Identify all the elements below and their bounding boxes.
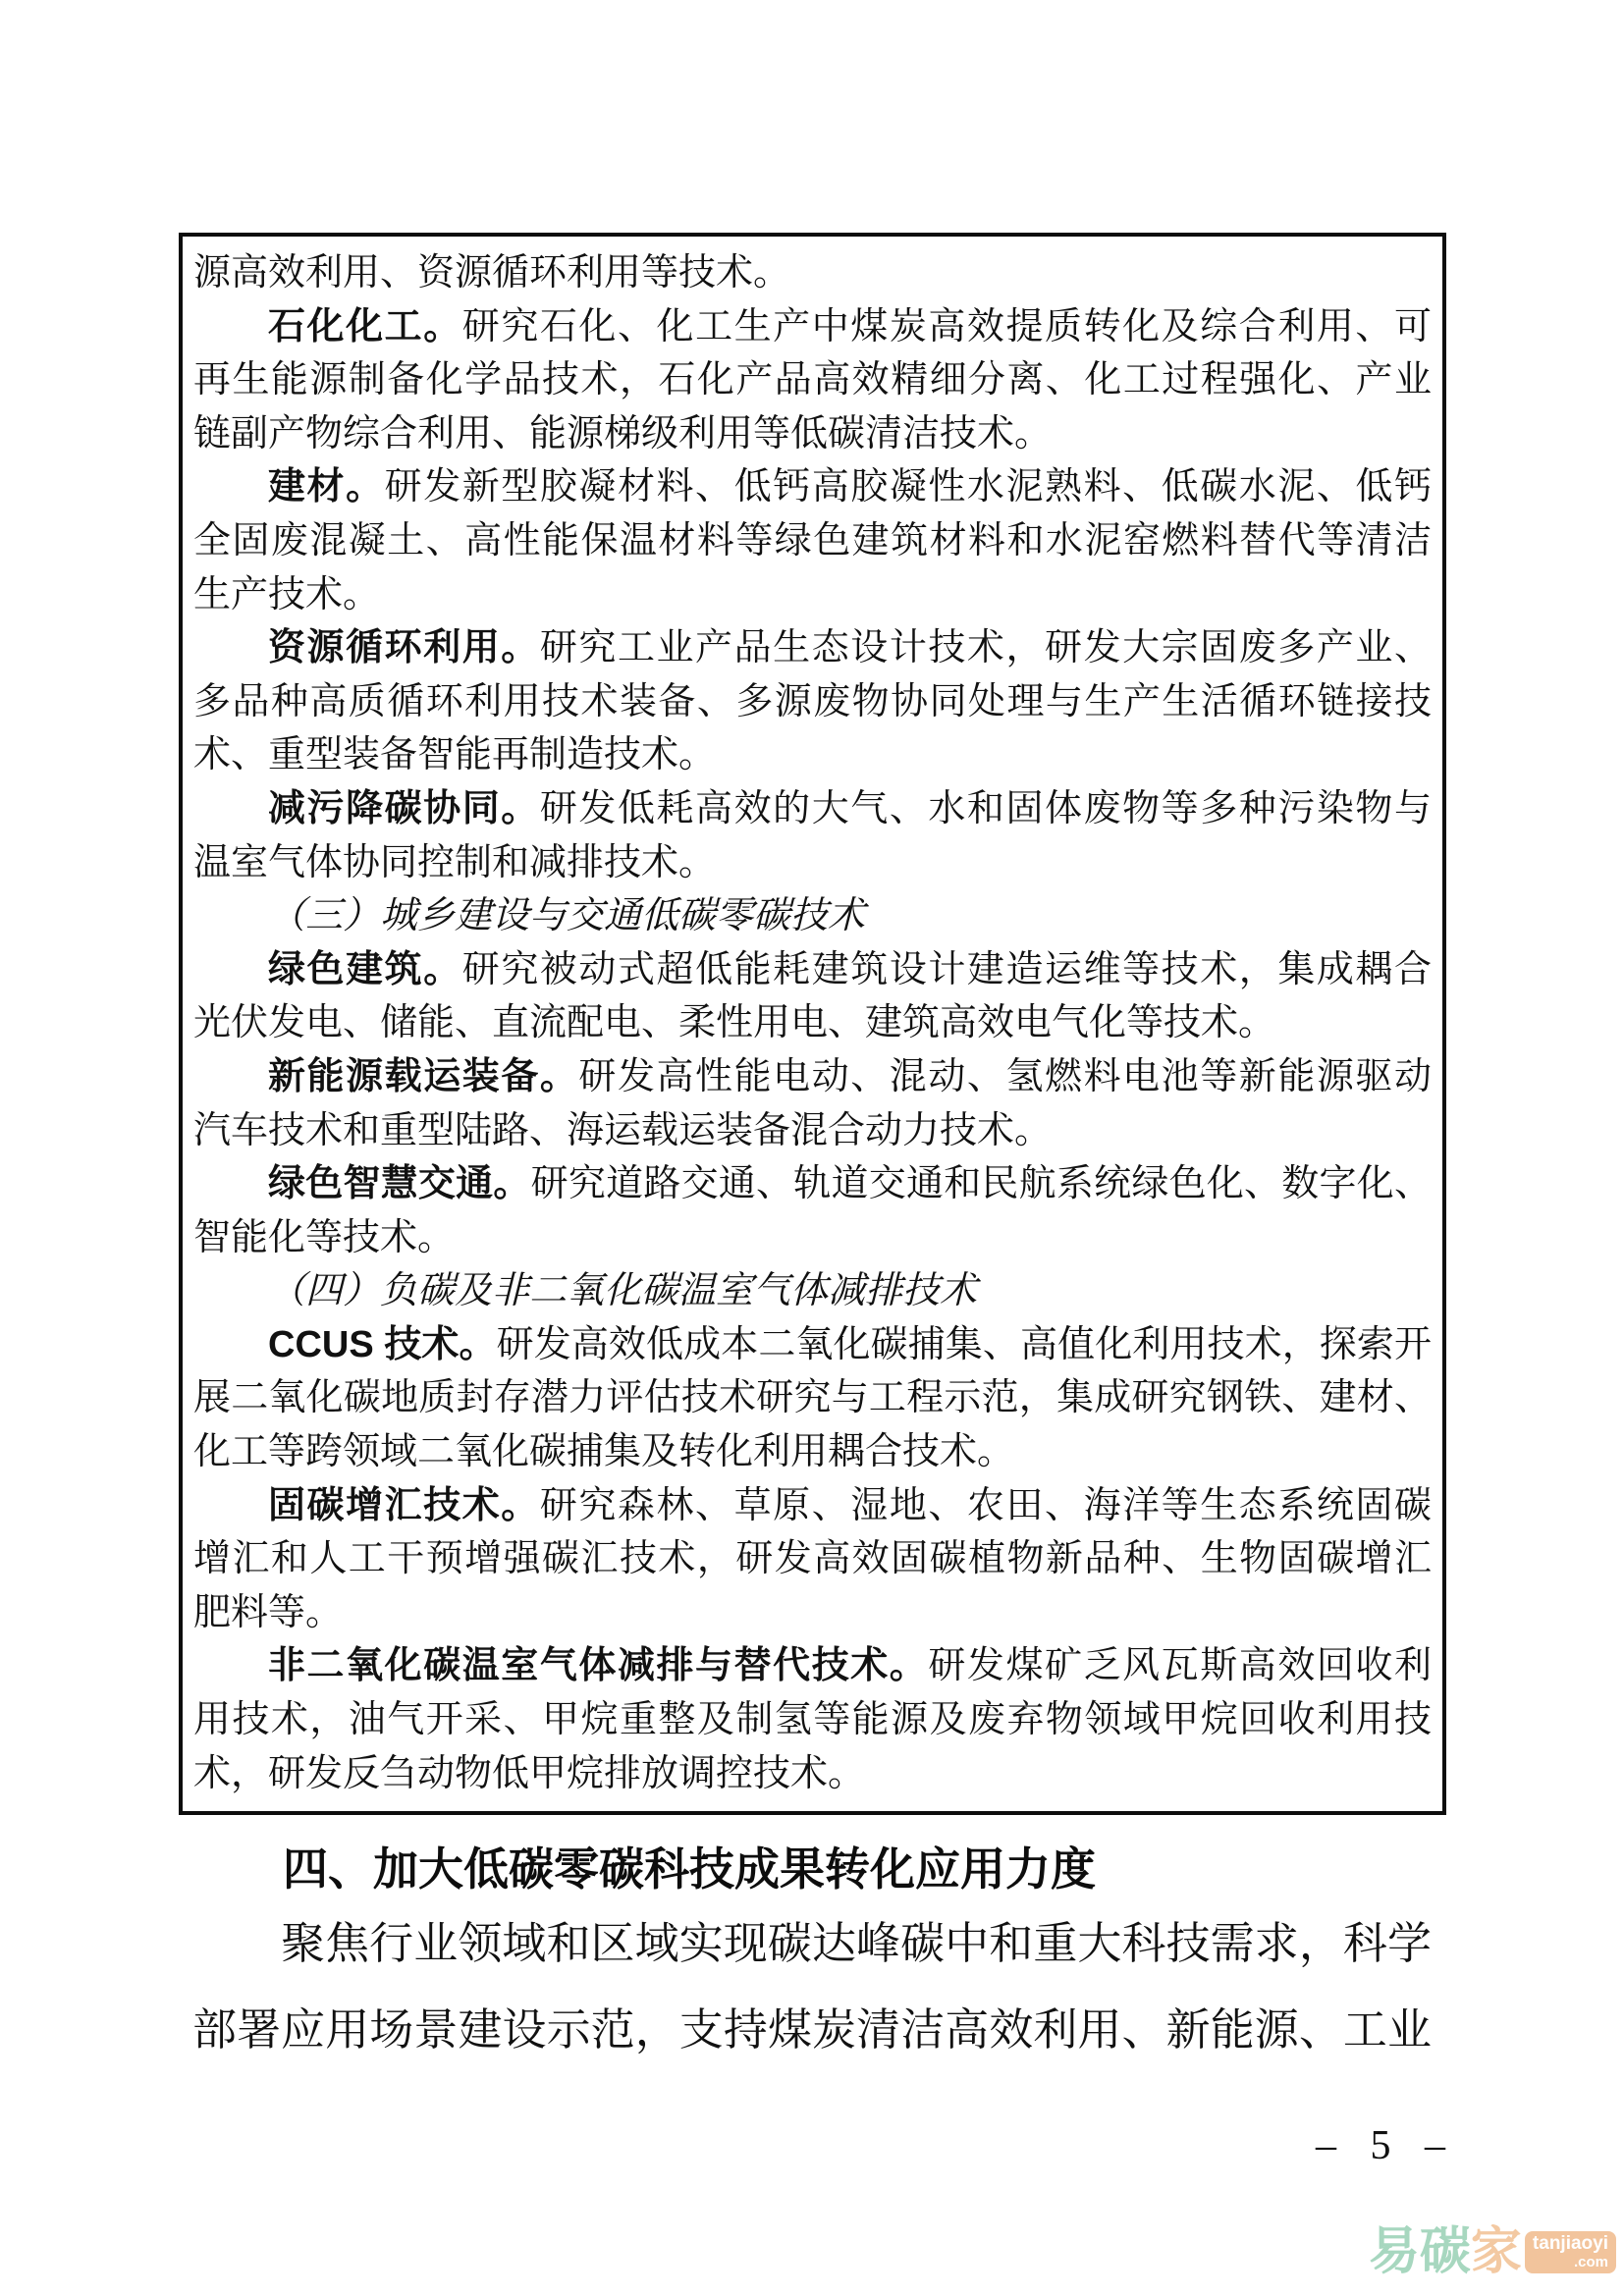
line-text: （三）城乡建设与交通低碳零碳技术 <box>268 895 866 937</box>
line-text: 再生能源制备化学品技术，石化产品高效精细分离、化工过程强化、产业 <box>193 359 1432 401</box>
line-text: （四）负碳及非二氧化碳温室气体减排技术 <box>268 1270 978 1312</box>
box-text-line <box>193 621 1432 675</box>
line-text: 智能化等技术。 <box>193 1216 456 1258</box>
line-lead-bold: CCUS 技术。 <box>268 1323 497 1365</box>
line-text: 研发高性能电动、混动、氢燃料电池等新能源驱动 <box>578 1055 1432 1097</box>
paragraph-line <box>192 1987 1432 2073</box>
line-lead-bold: 减污降碳协同。 <box>268 787 540 829</box>
paragraph-line-text: 聚焦行业领域和区域实现碳达峰碳中和重大科技需求，科学 <box>281 1919 1432 1968</box>
box-text-line <box>193 996 1432 1050</box>
line-text: 研究道路交通、轨道交通和民航系统绿色化、数字化、 <box>530 1163 1432 1205</box>
box-text-line <box>193 407 1432 461</box>
line-text: 研究被动式超低能耗建筑设计建造运维等技术，集成耦合 <box>461 948 1432 990</box>
box-text-line <box>193 1211 1432 1265</box>
line-lead-bold: 建材。 <box>268 466 385 508</box>
line-lead-bold: 绿色建筑。 <box>268 948 462 990</box>
line-lead-bold: 新能源载运装备。 <box>268 1055 579 1097</box>
box-text-line <box>193 1693 1432 1747</box>
line-text: 增汇和人工干预增强碳汇技术，研发高效固碳植物新品种、生物固碳增汇 <box>193 1538 1432 1580</box>
watermark-domain-badge <box>1525 2231 1616 2273</box>
paragraph-line <box>192 1900 1432 1987</box>
line-text: 术，研发反刍动物低甲烷排放调控技术。 <box>193 1752 866 1794</box>
line-text: 汽车技术和重型陆路、海运载运装备混合动力技术。 <box>193 1109 1053 1151</box>
watermark-domain-tld: .com <box>1573 2253 1608 2270</box>
box-text-line <box>193 1479 1432 1533</box>
line-text: 多品种高质循环利用技术装备、多源废物协同处理与生产生活循环链接技 <box>193 680 1432 722</box>
line-text: 化工等跨领域二氧化碳捕集及转化利用耦合技术。 <box>193 1431 1015 1473</box>
box-text-line <box>193 836 1432 890</box>
paragraph-line-text: 部署应用场景建设示范，支持煤炭清洁高效利用、新能源、工业 <box>192 2005 1432 2055</box>
box-text-line <box>193 1318 1432 1372</box>
box-text-line <box>193 353 1432 407</box>
line-text: 研发煤矿乏风瓦斯高效回收利 <box>928 1645 1432 1687</box>
box-text-line <box>193 1425 1432 1479</box>
box-text-line <box>193 300 1432 354</box>
page-number: – 5 – <box>1316 2123 1457 2168</box>
line-text: 光伏发电、储能、直流配电、柔性用电、建筑高效电气化等技术。 <box>193 1002 1276 1044</box>
box-text-line <box>193 1747 1432 1801</box>
box-text-line <box>193 246 1432 300</box>
box-text-line <box>193 1586 1432 1640</box>
line-lead-bold: 资源循环利用。 <box>268 627 540 669</box>
box-text-line <box>193 1050 1432 1104</box>
line-lead-bold: 绿色智慧交通。 <box>268 1163 531 1205</box>
line-text: 研究石化、化工生产中煤炭高效提质转化及综合利用、可 <box>461 305 1432 347</box>
box-text-line <box>193 782 1432 836</box>
watermark-char-jia: 家 <box>1470 2223 1522 2280</box>
line-text: 全固废混凝土、高性能保温材料等绿色建筑材料和水泥窑燃料替代等清洁 <box>193 519 1432 561</box>
line-text: 展二氧化碳地质封存潜力评估技术研究与工程示范，集成研究钢铁、建材、 <box>193 1377 1432 1419</box>
body-paragraph <box>192 1900 1432 2073</box>
line-text: 生产技术。 <box>193 573 381 615</box>
technology-list-box <box>179 233 1446 1815</box>
section-heading: 四、加大低碳零碳科技成果转化应用力度 <box>283 1843 1096 1895</box>
line-lead-bold: 固碳增汇技术。 <box>268 1484 540 1526</box>
line-text: 研发低耗高效的大气、水和固体废物等多种污染物与 <box>539 787 1432 829</box>
watermark-char-yi: 易 <box>1368 2223 1420 2280</box>
line-text: 术、重型装备智能再制造技术。 <box>193 734 717 776</box>
line-text: 源高效利用、资源循环利用等技术。 <box>193 252 791 294</box>
line-text: 链副产物综合利用、能源梯级利用等低碳清洁技术。 <box>193 412 1053 454</box>
watermark-domain-name: tanjiaoyi <box>1532 2233 1608 2255</box>
line-text: 研发高效低成本二氧化碳捕集、高值化利用技术，探索开 <box>496 1323 1432 1365</box>
box-text-line <box>193 889 1432 943</box>
line-lead-bold: 石化化工。 <box>268 305 462 347</box>
watermark-logo <box>1369 2220 1616 2284</box>
line-text: 研究工业产品生态设计技术，研发大宗固废多产业、 <box>539 627 1432 669</box>
watermark-char-tan: 碳 <box>1419 2223 1471 2280</box>
box-text-line <box>193 1532 1432 1586</box>
line-text: 研发新型胶凝材料、低钙高胶凝性水泥熟料、低碳水泥、低钙 <box>384 466 1432 508</box>
box-text-line <box>193 568 1432 622</box>
box-text-line <box>193 460 1432 514</box>
line-text: 研究森林、草原、湿地、农田、海洋等生态系统固碳 <box>539 1484 1432 1526</box>
line-text: 肥料等。 <box>193 1591 344 1633</box>
box-text-line <box>193 1104 1432 1158</box>
box-text-line <box>193 728 1432 782</box>
box-text-line <box>193 943 1432 997</box>
line-text: 温室气体协同控制和减排技术。 <box>193 841 717 883</box>
line-lead-bold: 非二氧化碳温室气体减排与替代技术。 <box>268 1645 929 1687</box>
box-text-line <box>193 1157 1432 1211</box>
box-text-line <box>193 1264 1432 1318</box>
box-text-line <box>193 1639 1432 1693</box>
line-text: 用技术，油气开采、甲烷重整及制氢等能源及废弃物领域甲烷回收利用技 <box>193 1699 1432 1741</box>
box-text-line <box>193 514 1432 568</box>
box-text-line <box>193 1371 1432 1425</box>
box-text-line <box>193 675 1432 729</box>
